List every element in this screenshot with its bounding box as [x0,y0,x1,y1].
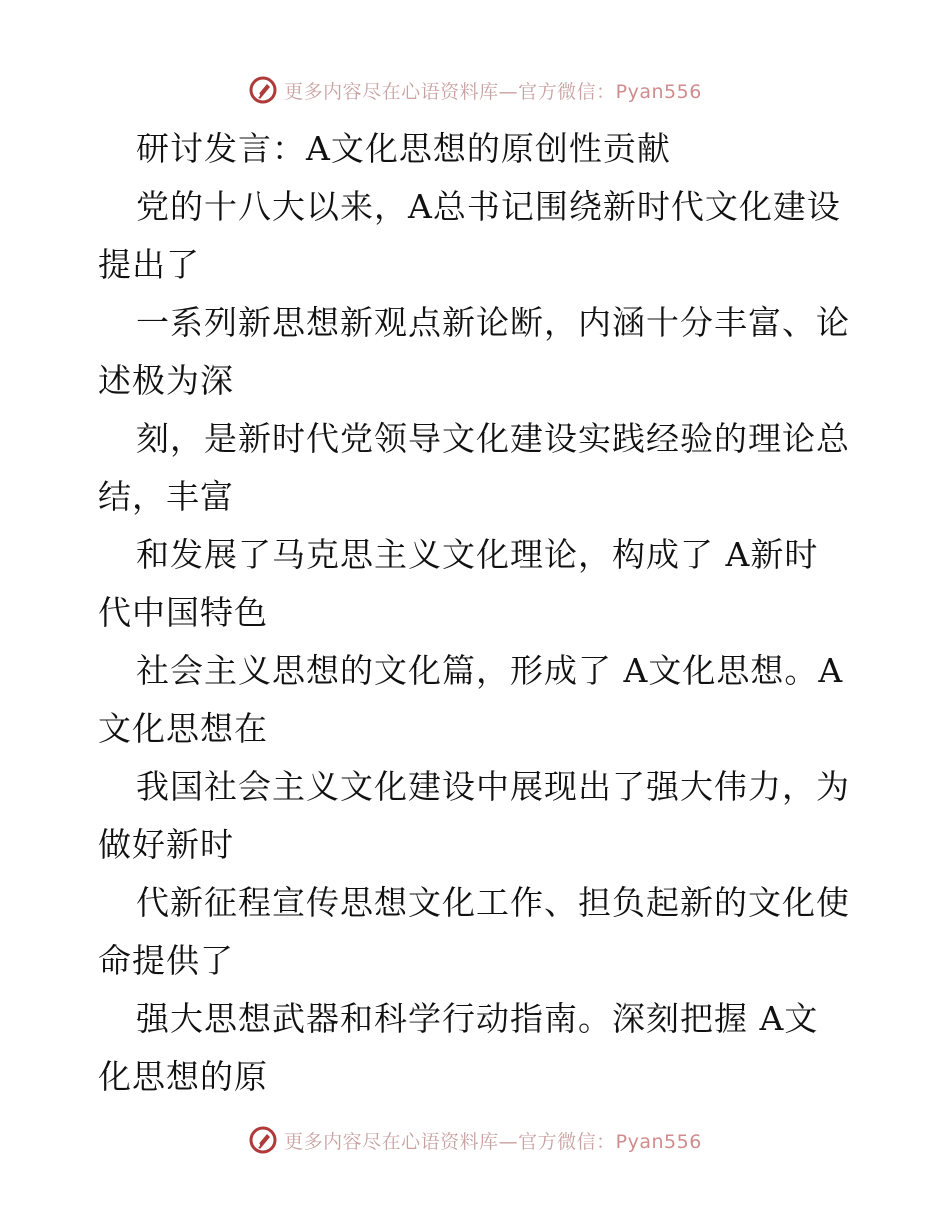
text-line: 做好新时 [98,825,234,864]
text-line: 代新征程宣传思想文化工作、担负起新的文化使 [136,883,850,922]
text-line: 社会主义思想的文化篇，形成了 A文化思想。A [136,651,844,690]
text-line: 命提供了 [98,941,234,980]
header-banner-handle: Pyan556 [615,80,702,103]
text-line: 化思想的原 [98,1057,268,1096]
document-body [98,120,858,1106]
footer-banner-handle: Pyan556 [615,1130,702,1153]
footer-banner [0,1120,950,1160]
text-line: 我国社会主义文化建设中展现出了强大伟力，为 [136,767,850,806]
text-line: 一系列新思想新观点新论断，内涵十分丰富、论 [136,303,850,342]
text-line: 代中国特色 [98,593,268,632]
text-line: 文化思想在 [98,709,268,748]
text-line: 强大思想武器和科学行动指南。深刻把握 A文 [136,999,819,1038]
header-banner [0,70,950,110]
pen-logo-icon [248,75,278,105]
text-line: 刻，是新时代党领导文化建设实践经验的理论总 [136,419,850,458]
text-line: 述极为深 [98,361,234,400]
pen-logo-icon [248,1125,278,1155]
text-line: 党的十八大以来，A总书记围绕新时代文化建设 [136,187,841,226]
text-line: 和发展了马克思主义文化理论，构成了 A新时 [136,535,819,574]
text-line: 提出了 [98,245,200,284]
footer-banner-text: 更多内容尽在心语资料库—官方微信：Pyan556 [284,1130,702,1153]
document-title: 研讨发言：A文化思想的原创性贡献 [136,129,671,168]
text-line: 结，丰富 [98,477,234,516]
header-banner-text: 更多内容尽在心语资料库—官方微信：Pyan556 [284,80,702,103]
